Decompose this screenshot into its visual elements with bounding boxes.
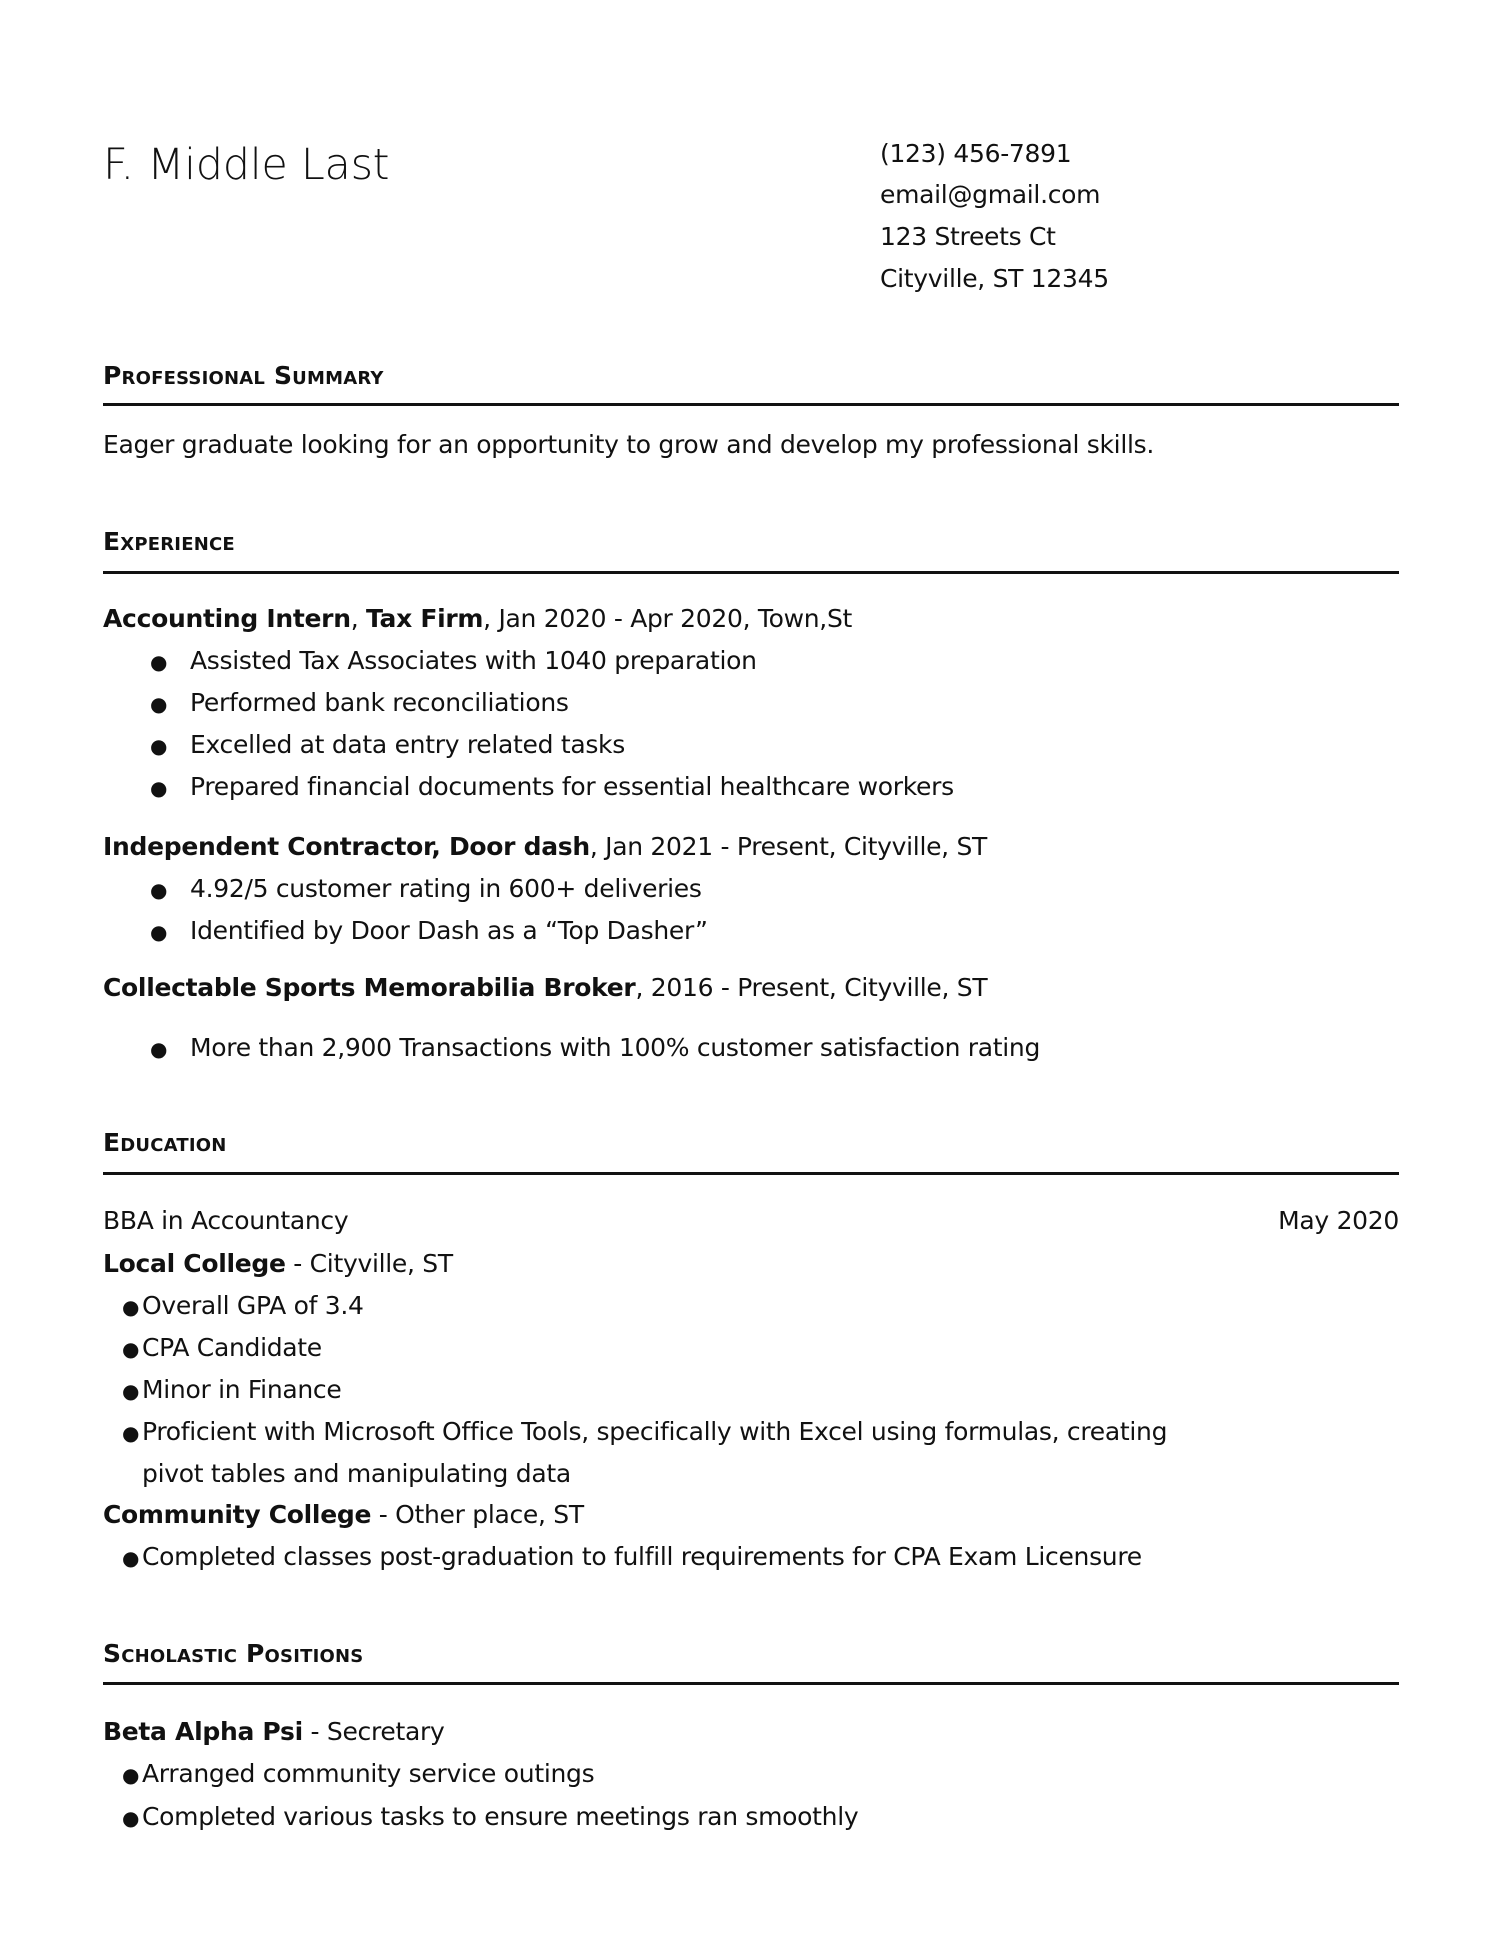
section-heading-education: Education [103, 1128, 227, 1157]
graduation-date: May 2020 [1278, 1206, 1399, 1235]
phone: (123) 456-7891 [880, 139, 1072, 168]
summary-text: Eager graduate looking for an opportunity to grow and develop my professional skills. [103, 430, 1154, 459]
section-divider [103, 571, 1399, 574]
email: email@gmail.com [880, 180, 1101, 209]
job-header [103, 826, 987, 868]
bullet-icon: ● [150, 1037, 168, 1061]
bullet-text: Excelled at data entry related tasks [190, 730, 625, 759]
bullet-text: Arranged community service outings [142, 1759, 595, 1788]
bullet-icon: ● [122, 1806, 140, 1830]
bullet-icon: ● [122, 1379, 140, 1403]
list-item [150, 868, 702, 910]
list-item [150, 640, 757, 682]
bullet-icon: ● [150, 692, 168, 716]
bullet-icon: ● [122, 1421, 140, 1445]
school-location: - Other place, ST [371, 1500, 584, 1529]
list-item [122, 1753, 594, 1795]
bullet-text: Identified by Door Dash as a “Top Dasher” [190, 916, 708, 945]
job-header [103, 598, 852, 640]
city-address: Cityville, ST 12345 [880, 264, 1109, 293]
list-item [122, 1327, 322, 1369]
list-item [150, 724, 625, 766]
bullet-text: Performed bank reconciliations [190, 688, 569, 717]
bullet-text: Minor in Finance [142, 1375, 342, 1404]
section-heading-scholastic: Scholastic Positions [103, 1639, 364, 1668]
bullet-icon: ● [150, 920, 168, 944]
list-item [122, 1285, 364, 1327]
organization: Beta Alpha Psi [103, 1717, 303, 1746]
section-divider [103, 1172, 1399, 1175]
role: - Secretary [302, 1717, 445, 1746]
bullet-icon: ● [150, 776, 168, 800]
bullet-text: 4.92/5 customer rating in 600+ deliveries [190, 874, 702, 903]
list-item [150, 766, 954, 808]
bullet-text: Prepared financial documents for essential healthcare workers [190, 772, 954, 801]
bullet-icon: ● [122, 1763, 140, 1787]
school-header [103, 1494, 584, 1536]
list-item [150, 682, 569, 724]
job-title: Accounting Intern [103, 604, 351, 633]
bullet-icon: ● [150, 878, 168, 902]
bullet-icon: ● [122, 1295, 140, 1319]
list-item [122, 1796, 858, 1838]
bullet-text: Completed various tasks to ensure meetings ran smoothly [142, 1802, 859, 1831]
bullet-text: Proficient with Microsoft Office Tools, specifically with Excel using formulas, creating [142, 1417, 1168, 1446]
section-heading-experience: Experience [103, 527, 235, 556]
school-name: Local College [103, 1249, 286, 1278]
list-item [150, 1027, 1040, 1069]
bullet-continuation: pivot tables and manipulating data [142, 1459, 571, 1488]
job-title: Collectable Sports Memorabilia Broker [103, 973, 636, 1002]
bullet-icon: ● [122, 1337, 140, 1361]
list-item [122, 1369, 341, 1411]
company: Tax Firm [366, 604, 484, 633]
position-header [103, 1711, 444, 1753]
bullet-icon: ● [150, 650, 168, 674]
school-header [103, 1243, 453, 1285]
degree: BBA in Accountancy [103, 1206, 349, 1235]
section-divider [103, 403, 1399, 406]
bullet-icon: ● [150, 734, 168, 758]
section-divider [103, 1682, 1399, 1685]
school-location: - Cityville, ST [285, 1249, 453, 1278]
list-item [122, 1536, 1142, 1578]
bullet-text: CPA Candidate [142, 1333, 322, 1362]
bullet-text: Overall GPA of 3.4 [142, 1291, 364, 1320]
street-address: 123 Streets Ct [880, 222, 1056, 251]
bullet-text: Assisted Tax Associates with 1040 preparation [190, 646, 757, 675]
job-title: Independent Contractor, Door dash [103, 832, 590, 861]
bullet-icon: ● [122, 1546, 140, 1570]
job-details: , 2016 - Present, Cityville, ST [635, 973, 988, 1002]
section-heading-summary: Professional Summary [103, 361, 384, 390]
school-name: Community College [103, 1500, 372, 1529]
job-details: , Jan 2021 - Present, Cityville, ST [589, 832, 988, 861]
job-header [103, 967, 987, 1009]
separator: , [350, 604, 367, 633]
bullet-text: More than 2,900 Transactions with 100% customer satisfaction rating [190, 1033, 1041, 1062]
job-details: , Jan 2020 - Apr 2020, Town,St [483, 604, 853, 633]
list-item [122, 1411, 1167, 1453]
candidate-name: F. Middle Last [103, 140, 390, 190]
list-item [150, 910, 708, 952]
bullet-text: Completed classes post-graduation to fulfill requirements for CPA Exam Licensure [142, 1542, 1142, 1571]
